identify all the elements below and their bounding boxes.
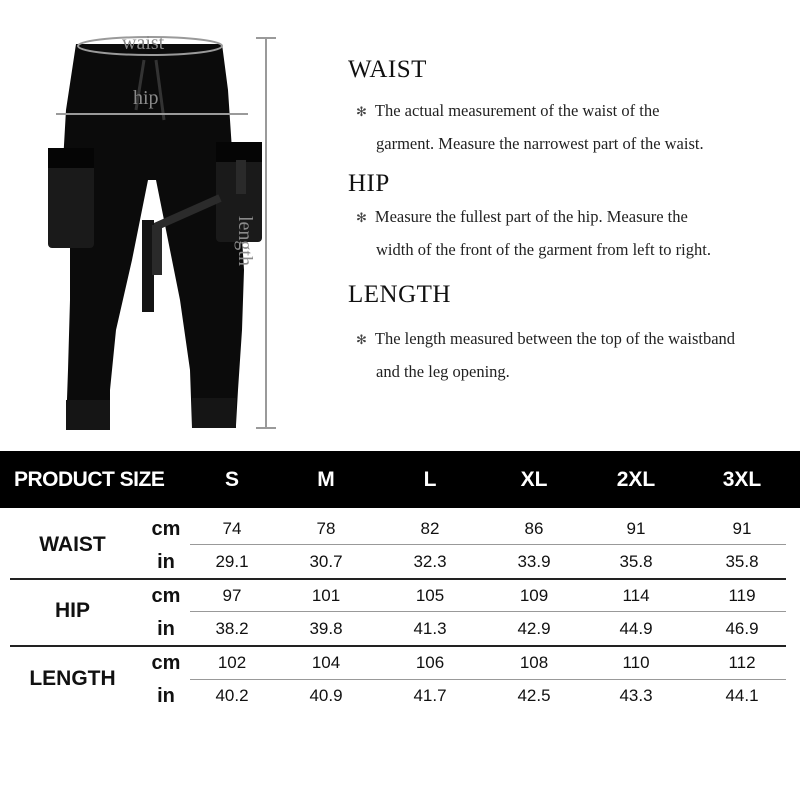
row-divider xyxy=(190,544,786,545)
table-cell: 104 xyxy=(311,653,341,672)
table-cell: 33.9 xyxy=(517,552,551,571)
asterisk-icon: ✻ xyxy=(356,210,367,225)
asterisk-icon: ✻ xyxy=(356,104,367,119)
table-cell: 42.5 xyxy=(517,686,551,705)
group-divider xyxy=(10,578,786,580)
length-section-title: LENGTH xyxy=(348,281,451,308)
table-cell: 108 xyxy=(519,653,549,672)
table-cell: 114 xyxy=(622,586,650,605)
table-cell: 40.2 xyxy=(215,686,249,705)
table-cell: 32.3 xyxy=(413,552,447,571)
waist-desc-line2: garment. Measure the narrowest part of the waist. xyxy=(376,134,704,153)
table-cell: 41.7 xyxy=(413,686,447,705)
unit-label: cm xyxy=(151,518,181,540)
size-header-m: M xyxy=(317,468,335,491)
size-header-l: L xyxy=(423,468,437,491)
unit-label: in xyxy=(157,551,175,573)
row-divider xyxy=(190,679,786,680)
size-header-xl: XL xyxy=(520,468,548,491)
table-cell: 82 xyxy=(420,519,440,538)
size-chart-table xyxy=(0,451,800,713)
unit-label: in xyxy=(157,685,175,707)
length-desc-line1: The length measured between the top of the waistband xyxy=(374,329,736,348)
table-cell: 91 xyxy=(626,519,646,538)
product-size-header: PRODUCT SIZE xyxy=(14,468,165,491)
table-cell: 102 xyxy=(217,653,247,672)
table-cell: 29.1 xyxy=(215,552,249,571)
table-cell: 30.7 xyxy=(309,552,343,571)
table-cell: 91 xyxy=(732,519,752,538)
table-cell: 97 xyxy=(222,586,242,605)
group-divider xyxy=(10,645,786,647)
length-description xyxy=(356,323,786,388)
size-header-2xl: 2XL xyxy=(616,468,656,491)
cargo-pants-image xyxy=(40,30,300,440)
table-cell: 112 xyxy=(728,653,756,672)
hip-description xyxy=(356,201,776,266)
table-cell: 86 xyxy=(524,519,544,538)
unit-label: in xyxy=(157,618,175,640)
pants-illustration xyxy=(40,30,300,440)
table-cell: 106 xyxy=(415,653,445,672)
row-divider xyxy=(190,611,786,612)
hip-section-title: HIP xyxy=(348,170,390,197)
table-cell: 78 xyxy=(316,519,336,538)
unit-label: cm xyxy=(151,652,181,674)
table-cell: 41.3 xyxy=(413,619,447,638)
waist-row-label: WAIST xyxy=(39,533,106,556)
table-cell: 109 xyxy=(519,586,549,605)
table-cell: 46.9 xyxy=(725,619,759,638)
table-cell: 101 xyxy=(311,586,341,605)
table-cell: 44.1 xyxy=(725,686,759,705)
hip-desc-line1: Measure the fullest part of the hip. Measure the xyxy=(374,207,688,226)
table-header-row xyxy=(0,451,800,508)
hip-measure-label: hip xyxy=(133,87,159,109)
table-cell: 35.8 xyxy=(619,552,653,571)
table-cell: 105 xyxy=(415,586,445,605)
hip-row-label: HIP xyxy=(54,599,90,622)
table-cell: 38.2 xyxy=(215,619,249,638)
hip-desc-line2: width of the front of the garment from left to right. xyxy=(376,240,711,259)
table-cell: 43.3 xyxy=(619,686,653,705)
table-cell: 44.9 xyxy=(619,619,653,638)
waist-desc-line1: The actual measurement of the waist of the xyxy=(374,101,660,120)
table-cell: 110 xyxy=(622,653,650,672)
table-cell: 40.9 xyxy=(309,686,343,705)
table-cell: 39.8 xyxy=(309,619,343,638)
size-header-s: S xyxy=(224,468,239,491)
table-cell: 35.8 xyxy=(725,552,759,571)
size-header-3xl: 3XL xyxy=(722,468,762,491)
length-row-label: LENGTH xyxy=(29,667,116,690)
waist-description xyxy=(356,95,776,160)
length-desc-line2: and the leg opening. xyxy=(376,362,510,381)
table-cell: 42.9 xyxy=(517,619,551,638)
waist-measure-label: waist xyxy=(122,32,165,54)
unit-label: cm xyxy=(151,585,181,607)
length-measure-label: length xyxy=(234,216,256,266)
table-cell: 119 xyxy=(728,586,756,605)
table-cell: 74 xyxy=(222,519,242,538)
waist-section-title: WAIST xyxy=(348,56,427,83)
asterisk-icon: ✻ xyxy=(356,332,367,347)
